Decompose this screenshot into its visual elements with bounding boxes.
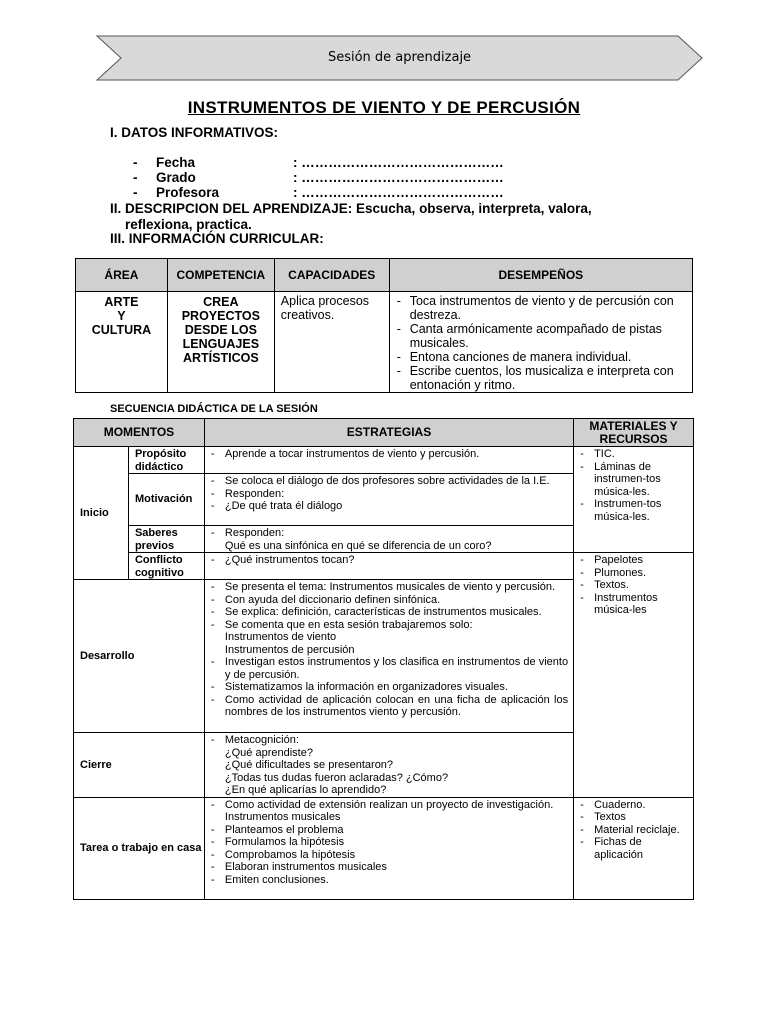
momento-tarea: Tarea o trabajo en casa: [74, 797, 205, 899]
desempeno-item: - Canta armónicamente acompañado de pistas musicales.: [396, 322, 662, 350]
materiales-tarea: - Cuaderno. - Textos - Material reciclaje. - Fichas de aplicación: [574, 797, 694, 899]
sub-proposito: Propósito didáctico: [128, 447, 204, 474]
header-materiales: MATERIALES Y RECURSOS: [574, 419, 694, 447]
desempenos-cell: [389, 292, 692, 393]
est-desarrollo: - Se presenta el tema: Instrumentos musicales de viento y percusión. - Con ayuda del diccionario definen sinfónica. - Se explica: definición, características de instrumentos musicales. - Se comenta que en esta sesión trabajaremos solo: Instrumentos de viento Instrumentos de percusión - Investigan estos instrumentos y los clasifica en instrumentos de viento y de percusión. - Sistematizamos la información en organizadores visuales. - Como actividad de aplicación colocan en una ficha de aplicación los nombres de los instrumentos viento y percusión.: [204, 580, 573, 733]
area-cell: ARTE Y CULTURA: [76, 292, 168, 393]
header-desempenos: DESEMPEÑOS: [389, 259, 692, 292]
desempeno-item: - Escribe cuentos, los musicaliza e interpreta con entonación y ritmo.: [396, 364, 674, 392]
header-estrategias: ESTRATEGIAS: [204, 419, 573, 447]
competencia-cell: CREA PROYECTOS DESDE LOS LENGUAJES ARTÍSTICOS: [167, 292, 274, 393]
section-descripcion-line1: II. DESCRIPCION DEL APRENDIZAJE: Escucha, observa, interpreta, valora,: [110, 201, 592, 216]
page-title: INSTRUMENTOS DE VIENTO Y DE PERCUSIÓN: [187, 98, 581, 117]
row-tarea: [74, 797, 694, 899]
curricular-row: [76, 292, 693, 393]
curricular-header-row: [76, 259, 693, 292]
momento-inicio: Inicio: [74, 447, 129, 580]
row-conflicto: [74, 553, 694, 580]
section-datos-informativos: I. DATOS INFORMATIVOS:: [110, 125, 278, 140]
momento-cierre: Cierre: [74, 733, 205, 798]
est-proposito: - Aprende a tocar instrumentos de viento y percusión.: [204, 447, 573, 474]
est-cierre: - Metacognición: ¿Qué aprendiste? ¿Qué dificultades se presentaron? ¿Todas tus dudas fueron aclaradas? ¿Cómo? ¿En qué aplicarías lo aprendido?: [204, 733, 573, 798]
momento-desarrollo: Desarrollo: [74, 580, 205, 733]
dato-profesora: - Profesora : ………………………………………: [133, 185, 504, 200]
section-informacion-curricular: III. INFORMACIÓN CURRICULAR:: [110, 231, 324, 246]
dato-fecha: - Fecha : ………………………………………: [133, 155, 504, 170]
est-motivacion: - Se coloca el diálogo de dos profesores sobre actividades de la I.E. - Responden: - ¿De qué trata él diálogo: [204, 474, 573, 526]
sub-conflicto: Conflicto cognitivo: [128, 553, 204, 580]
est-saberes: - Responden: Qué es una sinfónica en qué se diferencia de un coro?: [204, 526, 573, 553]
est-conflicto: - ¿Qué instrumentos tocan?: [204, 553, 573, 580]
sub-saberes: Saberes previos: [128, 526, 204, 553]
desempeno-item: - Entona canciones de manera individual.: [396, 350, 632, 364]
materiales-inicio: - TIC. - Láminas de instrumen-tos música-les. - Instrumen-tos música-les.: [574, 447, 694, 553]
banner-text: Sesión de aprendizaje: [327, 50, 472, 65]
header-capacidades: CAPACIDADES: [274, 259, 389, 292]
curricular-table: [75, 258, 693, 393]
sub-motivacion: Motivación: [128, 474, 204, 526]
capacidades-cell: Aplica procesos creativos.: [274, 292, 389, 393]
header-area: ÁREA: [76, 259, 168, 292]
secuencia-header-row: [74, 419, 694, 447]
secuencia-table: [73, 418, 694, 900]
header-competencia: COMPETENCIA: [167, 259, 274, 292]
secuencia-title: SECUENCIA DIDÁCTICA DE LA SESIÓN: [110, 403, 318, 415]
est-tarea: - Como actividad de extensión realizan un proyecto de investigación. Instrumentos musicales - Planteamos el problema - Formulamos la hipótesis - Comprobamos la hipótesis - Elaboran instrumentos musicales - Emiten conclusiones.: [204, 797, 573, 899]
dato-grado: - Grado : ………………………………………: [133, 170, 504, 185]
materiales-desarrollo: - Papelotes - Plumones. - Textos. - Instrumentos música-les: [574, 553, 694, 798]
section-descripcion-line2: reflexiona, practica.: [125, 217, 252, 232]
desempeno-item: - Toca instrumentos de viento y de percusión con destreza.: [396, 294, 674, 322]
header-momentos: MOMENTOS: [74, 419, 205, 447]
row-proposito: [74, 447, 694, 474]
